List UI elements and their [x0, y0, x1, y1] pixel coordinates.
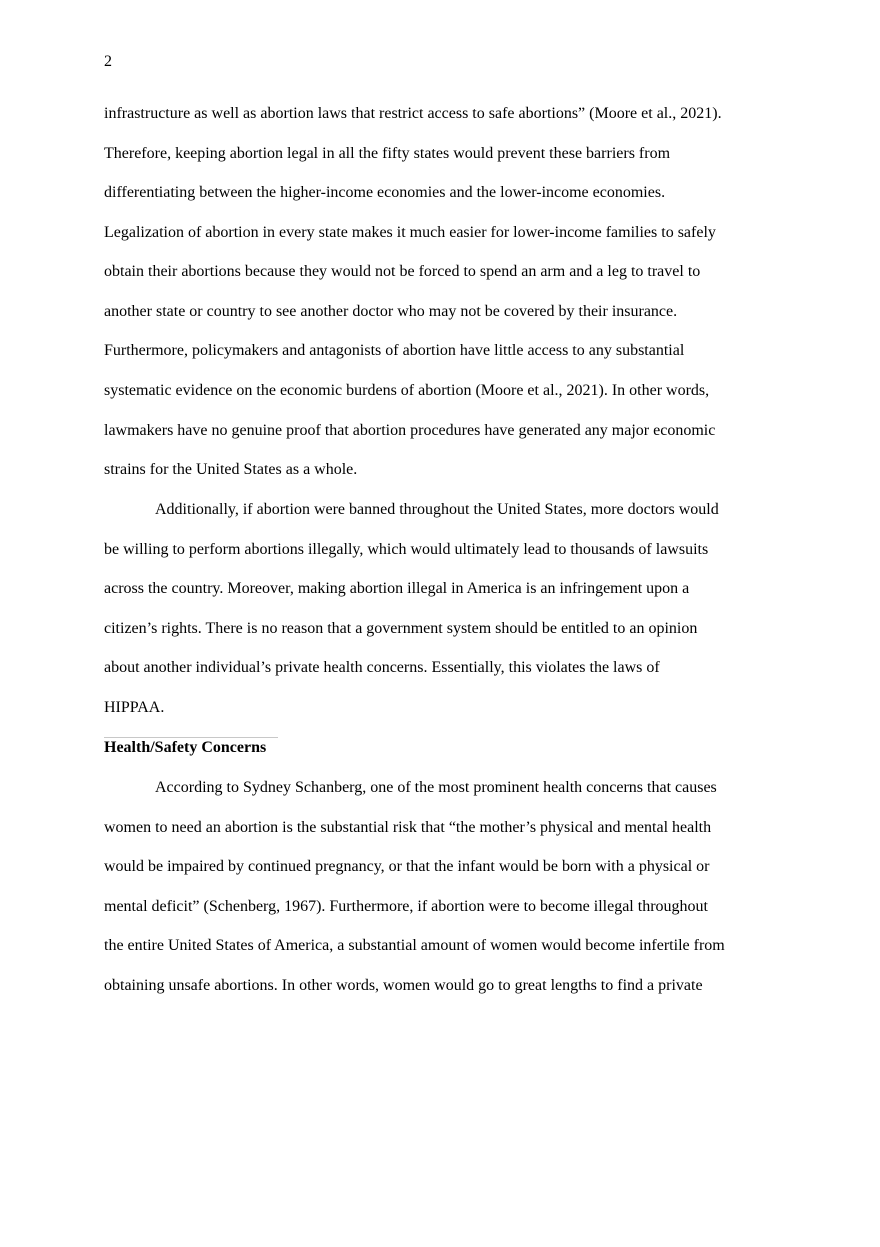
text-line: Furthermore, policymakers and antagonists of abortion have little access to any substantial — [104, 342, 685, 359]
text-line: obtaining unsafe abortions. In other words, women would go to great lengths to find a private — [104, 977, 703, 994]
text-line: the entire United States of America, a substantial amount of women would become infertile from — [104, 937, 725, 954]
text-line: Legalization of abortion in every state makes it much easier for lower-income families to safely — [104, 224, 716, 241]
text-line: Therefore, keeping abortion legal in all the fifty states would prevent these barriers from — [104, 145, 671, 162]
paragraph-first-line: According to Sydney Schanberg, one of the most prominent health concerns that causes — [155, 779, 717, 796]
text-line: would be impaired by continued pregnancy, or that the infant would be born with a physical or — [104, 858, 710, 875]
text-line: strains for the United States as a whole. — [104, 461, 358, 478]
text-line: about another individual’s private health concerns. Essentially, this violates the laws of — [104, 659, 660, 676]
text-line: mental deficit” (Schenberg, 1967). Furthermore, if abortion were to become illegal throughout — [104, 898, 708, 915]
text-line: obtain their abortions because they would not be forced to spend an arm and a leg to travel to — [104, 263, 701, 280]
section-heading: Health/Safety Concerns — [104, 739, 267, 756]
text-line: across the country. Moreover, making abortion illegal in America is an infringement upon a — [104, 580, 690, 597]
text-line: differentiating between the higher-income economies and the lower-income economies. — [104, 184, 666, 201]
text-line: lawmakers have no genuine proof that abortion procedures have generated any major economic — [104, 422, 716, 439]
text-line: another state or country to see another doctor who may not be covered by their insurance. — [104, 303, 678, 320]
text-line: women to need an abortion is the substantial risk that “the mother’s physical and mental health — [104, 819, 712, 836]
page-number: 2 — [104, 53, 112, 70]
text-line: citizen’s rights. There is no reason that a government system should be entitled to an opinion — [104, 620, 698, 637]
text-line: HIPPAA. — [104, 699, 165, 716]
text-line: infrastructure as well as abortion laws that restrict access to safe abortions” (Moore et al., 2021). — [104, 105, 722, 122]
paragraph-first-line: Additionally, if abortion were banned throughout the United States, more doctors would — [155, 501, 719, 518]
text-line: be willing to perform abortions illegally, which would ultimately lead to thousands of lawsuits — [104, 541, 709, 558]
text-line: systematic evidence on the economic burdens of abortion (Moore et al., 2021). In other words, — [104, 382, 710, 399]
